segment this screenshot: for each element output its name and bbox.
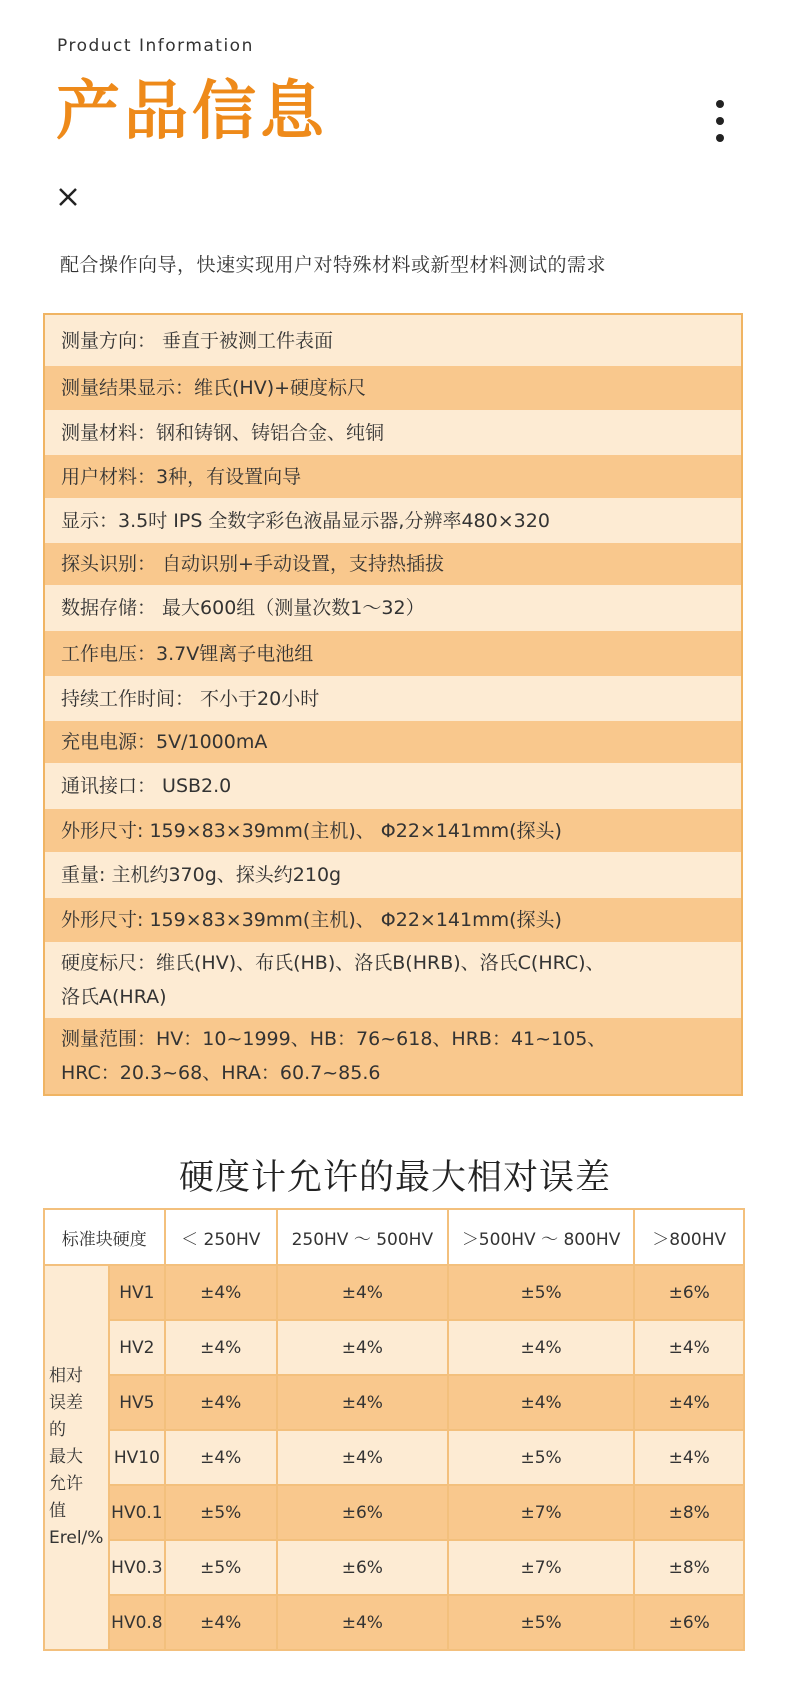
- row-label: HV0.3: [109, 1540, 164, 1595]
- table-cell: ±5%: [448, 1595, 635, 1650]
- table-row: [44, 1320, 744, 1375]
- table-cell: ±6%: [634, 1595, 744, 1650]
- spec-text: 持续工作时间： 不小于20小时: [61, 687, 320, 710]
- row-label: HV5: [109, 1375, 164, 1430]
- row-label: HV0.8: [109, 1595, 164, 1650]
- table-cell: ±4%: [277, 1375, 448, 1430]
- intro-text: 配合操作向导，快速实现用户对特殊材料或新型材料测试的需求: [60, 254, 607, 276]
- spec-row: [45, 1018, 741, 1094]
- page-title: 产品信息: [56, 75, 328, 149]
- row-label: HV2: [109, 1320, 164, 1375]
- table-cell: ±7%: [448, 1540, 635, 1595]
- spec-row: [45, 631, 741, 676]
- table-cell: ±6%: [634, 1265, 744, 1320]
- table-cell: ±4%: [165, 1595, 277, 1650]
- spec-row: [45, 898, 741, 942]
- kebab-menu-icon[interactable]: [712, 100, 728, 146]
- spec-row: [45, 942, 741, 1018]
- spec-row: [45, 410, 741, 455]
- table-column-header: 250HV ～ 500HV: [277, 1209, 448, 1265]
- spec-row: [45, 543, 741, 585]
- error-table-title: 硬度计允许的最大相对误差: [178, 1158, 611, 1198]
- spec-text: 测量材料：钢和铸钢、铸铝合金、纯铜: [61, 421, 385, 444]
- spec-text: 充电电源：5V/1000mA: [61, 731, 268, 753]
- spec-text: 外形尺寸: 159×83×39mm(主机)、 Φ22×141mm(探头): [61, 909, 562, 931]
- spec-text: 测量范围：HV：10~1999、HB：76~618、HRB：41~105、 HRC：20.3~68、HRA：60.7~85.6: [61, 1028, 607, 1084]
- table-row: [44, 1265, 744, 1320]
- spec-list: [43, 313, 743, 1096]
- spec-text: 测量方向： 垂直于被测工件表面: [61, 329, 334, 352]
- table-cell: ±4%: [634, 1430, 744, 1485]
- table-row: [44, 1485, 744, 1540]
- spec-text: 显示：3.5吋 IPS 全数字彩色液晶显示器,分辨率480×320: [61, 509, 550, 532]
- table-cell: ±4%: [634, 1375, 744, 1430]
- table-cell: ±4%: [165, 1430, 277, 1485]
- table-cell: ±5%: [448, 1430, 635, 1485]
- table-cell: ±8%: [634, 1485, 744, 1540]
- spec-row: [45, 498, 741, 543]
- side-label: 相对 误差 的 最大 允许 值 Erel/%: [44, 1265, 109, 1650]
- spec-text: 工作电压：3.7V锂离子电池组: [61, 642, 314, 665]
- table-cell: ±4%: [277, 1265, 448, 1320]
- close-icon[interactable]: [56, 185, 82, 211]
- spec-row: [45, 315, 741, 366]
- table-corner-header: 标准块硬度: [44, 1209, 165, 1265]
- spec-row: [45, 366, 741, 410]
- spec-text: 用户材料：3种，有设置向导: [61, 465, 302, 488]
- spec-text: 重量: 主机约370g、探头约210g: [61, 864, 342, 886]
- table-cell: ±4%: [448, 1375, 635, 1430]
- spec-text: 硬度标尺：维氏(HV)、布氏(HB)、洛氏B(HRB)、洛氏C(HRC)、 洛氏A(HRA): [61, 952, 605, 1008]
- spec-row: [45, 763, 741, 809]
- table-cell: ±5%: [165, 1540, 277, 1595]
- spec-row: [45, 676, 741, 721]
- table-cell: ±4%: [277, 1595, 448, 1650]
- table-cell: ±7%: [448, 1485, 635, 1540]
- row-label: HV10: [109, 1430, 164, 1485]
- table-cell: ±5%: [448, 1265, 635, 1320]
- table-cell: ±6%: [277, 1540, 448, 1595]
- row-label: HV1: [109, 1265, 164, 1320]
- table-cell: ±4%: [165, 1320, 277, 1375]
- table-column-header: ＜ 250HV: [165, 1209, 277, 1265]
- spec-text: 通讯接口： USB2.0: [61, 775, 232, 797]
- table-column-header: ＞800HV: [634, 1209, 744, 1265]
- spec-row: [45, 809, 741, 852]
- table-cell: ±8%: [634, 1540, 744, 1595]
- table-column-header: ＞500HV ～ 800HV: [448, 1209, 635, 1265]
- subtitle-en: Product Information: [57, 36, 254, 56]
- row-label: HV0.1: [109, 1485, 164, 1540]
- table-row: [44, 1430, 744, 1485]
- table-cell: ±4%: [277, 1430, 448, 1485]
- table-row: [44, 1540, 744, 1595]
- table-cell: ±6%: [277, 1485, 448, 1540]
- table-cell: ±4%: [165, 1375, 277, 1430]
- table-cell: ±4%: [277, 1320, 448, 1375]
- table-row: [44, 1375, 744, 1430]
- spec-row: [45, 585, 741, 631]
- table-cell: ±4%: [165, 1265, 277, 1320]
- table-row: [44, 1595, 744, 1650]
- table-cell: ±4%: [448, 1320, 635, 1375]
- spec-text: 探头识别： 自动识别+手动设置，支持热插拔: [61, 553, 444, 575]
- spec-row: [45, 852, 741, 898]
- error-table: [43, 1208, 745, 1651]
- spec-text: 数据存储： 最大600组（测量次数1～32）: [61, 597, 425, 619]
- table-cell: ±4%: [634, 1320, 744, 1375]
- spec-text: 测量结果显示：维氏(HV)+硬度标尺: [61, 377, 367, 399]
- spec-row: [45, 721, 741, 763]
- table-cell: ±5%: [165, 1485, 277, 1540]
- spec-text: 外形尺寸: 159×83×39mm(主机)、 Φ22×141mm(探头): [61, 819, 562, 842]
- spec-row: [45, 455, 741, 498]
